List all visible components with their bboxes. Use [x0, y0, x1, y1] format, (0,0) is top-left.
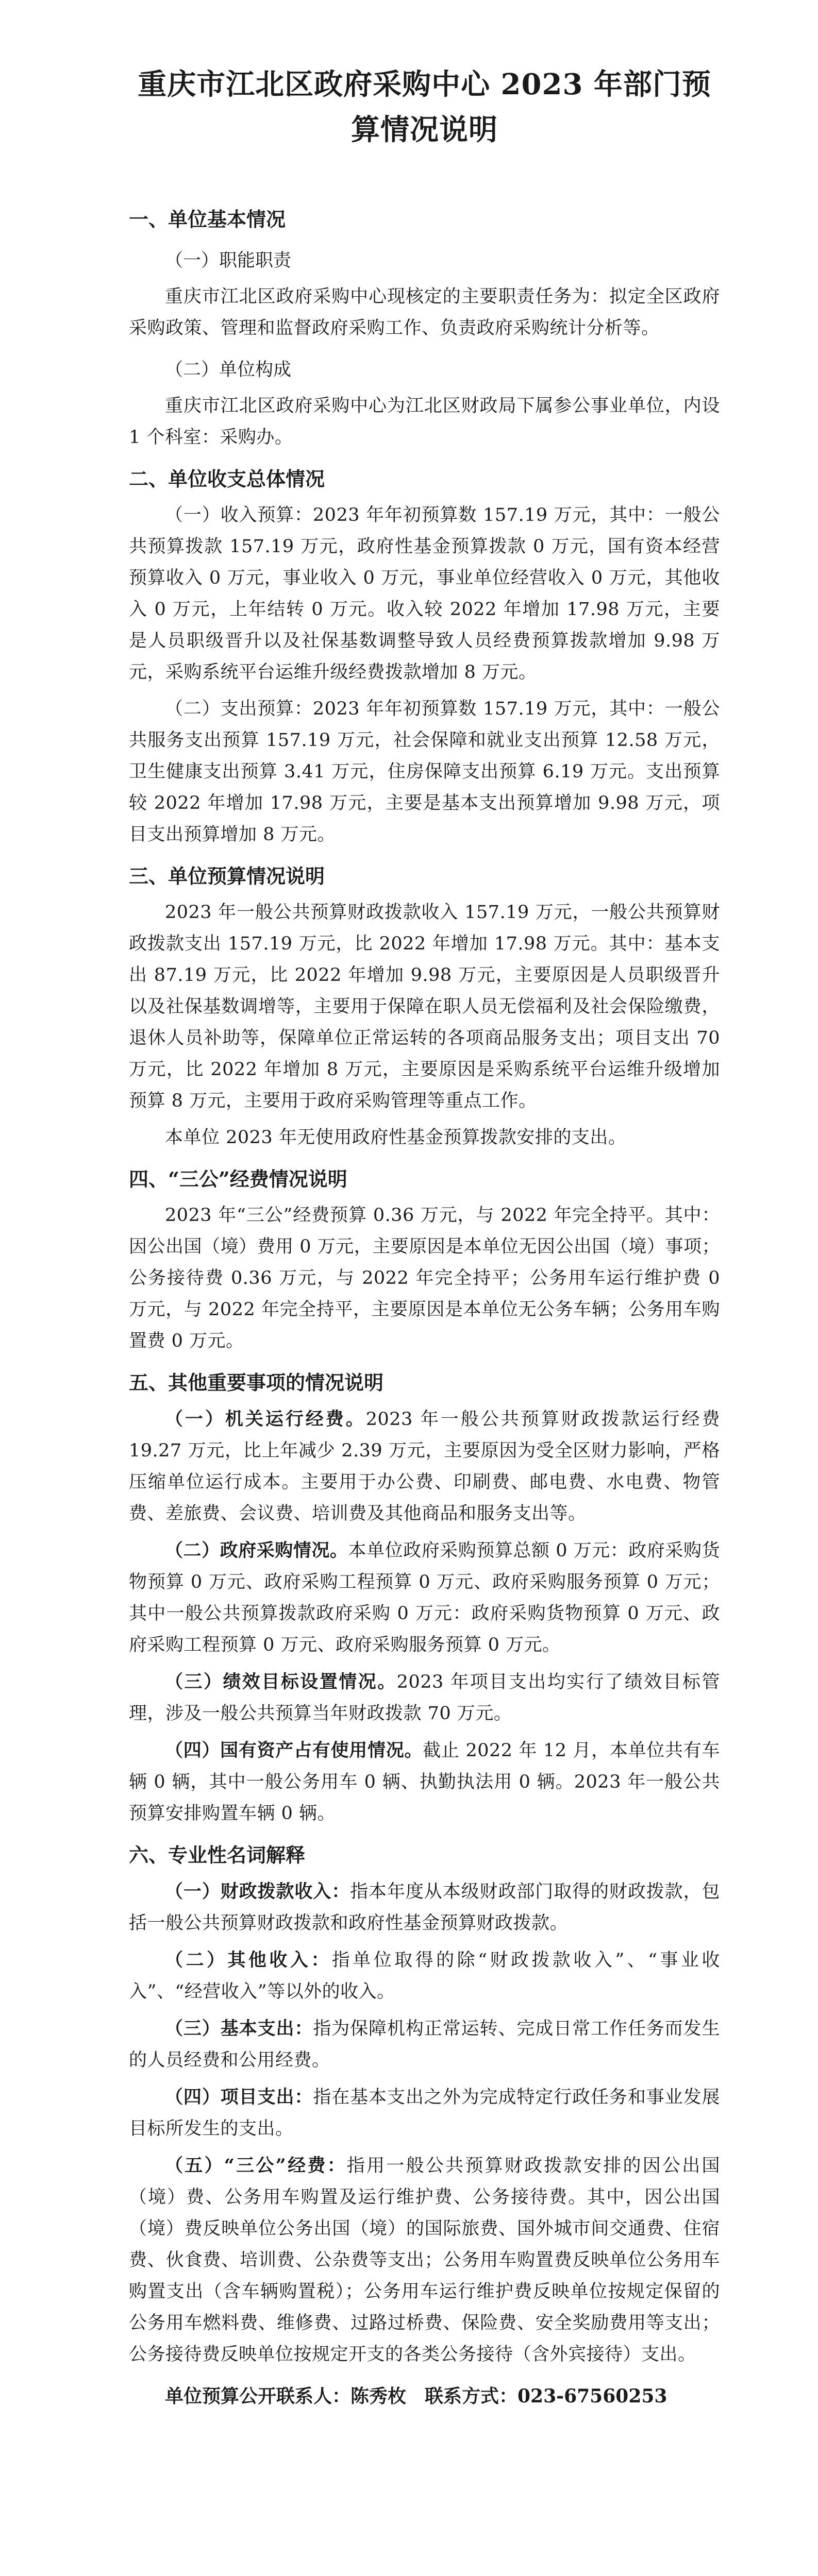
section-6-lead-5: （五）“三公”经费：	[165, 2155, 347, 2176]
section-6-lead-4: （四）项目支出：	[165, 2087, 313, 2108]
section-5-lead-4: （四）国有资产占有使用情况。	[165, 1740, 423, 1761]
section-5-text-1: 2023 年一般公共预算财政拨款运行经费 19.27 万元，比上年减少 2.39 万元，主要原因为受全区财力影响，严格压缩单位运行成本。主要用于办公费、印刷费、邮电费、水电费、物管费、差旅费、会议费、培训费及其他商品和服务支出等。	[129, 1409, 720, 1524]
section-4-paragraph-1: 2023 年“三公”经费预算 0.36 万元，与 2022 年完全持平。其中：因公出国（境）费用 0 万元，主要原因是本单位无因公出国（境）事项；公务接待费 0.36 万元，与 2022 年完全持平；公务用车运行维护费 0 万元，与 2022 年完全持平，主要原因是本单位无公务车辆；公务用车购置费 0 万元。	[129, 1205, 720, 1351]
section-6-lead-2: （二）其他收入：	[165, 1950, 332, 1971]
section-5-paragraph-4	[129, 1735, 720, 1829]
section-6-paragraph-5	[129, 2150, 720, 2370]
section-1-paragraph-2: 重庆市江北区政府采购中心为江北区财政局下属参公事业单位，内设 1 个科室：采购办。	[129, 396, 720, 448]
section-5-paragraph-1	[129, 1403, 720, 1530]
section-1-sub-2: （二）单位构成	[165, 360, 292, 380]
section-2-heading: 二、单位收支总体情况	[129, 467, 325, 490]
section-2-paragraph-1: （一）收入预算：2023 年年初预算数 157.19 万元，其中：一般公共预算拨款 157.19 万元，政府性基金预算拨款 0 万元，国有资本经营预算收入 0 万元，事业收入 0 万元，事业单位经营收入 0 万元，其他收入 0 万元，上年结转 0 万元。收入较 2022 年增加 17.98 万元，主要是人员职级晋升以及社保基数调整导致人员经费预算拨款增加 9.98 万元，采购系统平台运维升级经费拨款增加 8 万元。	[129, 505, 720, 683]
section-6-heading: 六、专业性名词解释	[129, 1843, 306, 1867]
section-1-paragraph-1: 重庆市江北区政府采购中心现核定的主要职责任务为：拟定全区政府采购政策、管理和监督政府采购工作、负责政府采购统计分析等。	[129, 286, 720, 338]
section-6-paragraph-3	[129, 2013, 720, 2076]
contact-footer: 单位预算公开联系人：陈秀枚 联系方式：023-67560253	[165, 2385, 667, 2407]
section-5-text-4: 截止 2022 年 12 月，本单位共有车辆 0 辆，其中一般公务用车 0 辆、执勤执法用 0 辆。2023 年一般公共预算安排购置车辆 0 辆。	[129, 1740, 720, 1824]
section-6-text-3: 指为保障机构正常运转、完成日常工作任务而发生的人员经费和公用经费。	[129, 2019, 720, 2071]
section-5-heading: 五、其他重要事项的情况说明	[129, 1371, 384, 1394]
section-3-heading: 三、单位预算情况说明	[129, 865, 325, 888]
section-6-text-4: 指在基本支出之外为完成特定行政任务和事业发展目标所发生的支出。	[129, 2087, 720, 2139]
document-title	[129, 62, 720, 152]
section-4-heading: 四、“三公”经费情况说明	[129, 1167, 347, 1191]
section-2-paragraph-2: （二）支出预算：2023 年年初预算数 157.19 万元，其中：一般公共服务支出预算 157.19 万元，社会保障和就业支出预算 12.58 万元，卫生健康支出预算 3.41 万元，住房保障支出预算 6.19 万元。支出预算较 2022 年增加 17.98 万元，主要是基本支出预算增加 9.98 万元，项目支出预算增加 8 万元。	[129, 699, 720, 845]
section-6-lead-1: （一）财政拨款收入：	[165, 1881, 350, 1902]
section-5-lead-2: （二）政府采购情况。	[165, 1540, 348, 1561]
section-5-paragraph-2	[129, 1535, 720, 1661]
title-line-1: 重庆市江北区政府采购中心 2023 年部门预	[138, 67, 711, 101]
section-5-paragraph-3	[129, 1666, 720, 1730]
section-5-text-3: 2023 年项目支出均实行了绩效目标管理，涉及一般公共预算当年财政拨款 70 万元。	[129, 1672, 720, 1724]
section-6-text-1: 指本年度从本级财政部门取得的财政拨款，包括一般公共预算财政拨款和政府性基金预算财政拨款。	[129, 1882, 720, 1934]
section-5-text-2: 本单位政府采购预算总额 0 万元：政府采购货物预算 0 万元、政府采购工程预算 0 万元、政府采购服务预算 0 万元；其中一般公共预算拨款政府采购 0 万元：政府采购货物预算 0 万元、政府采购工程预算 0 万元、政府采购服务预算 0 万元。	[129, 1540, 720, 1655]
title-line-2: 算情况说明	[351, 113, 498, 147]
section-3-paragraph-1: 2023 年一般公共预算财政拨款收入 157.19 万元，一般公共预算财政拨款支出 157.19 万元，比 2022 年增加 17.98 万元。其中：基本支出 87.19 万元，比 2022 年增加 9.98 万元，主要原因是人员职级晋升以及社保基数调增等，主要用于保障在职人员无偿福利及社会保险缴费，退休人员补助等，保障单位正常运转的各项商品服务支出；项目支出 70 万元，比 2022 年增加 8 万元，主要原因是采购系统平台运维升级增加预算 8 万元，主要用于政府采购管理等重点工作。	[129, 902, 720, 1111]
section-6-text-2: 指单位取得的除“财政拨款收入”、“事业收入”、“经营收入”等以外的收入。	[129, 1950, 720, 2002]
section-3-paragraph-2: 本单位 2023 年无使用政府性基金预算拨款安排的支出。	[165, 1127, 627, 1148]
section-1-sub-1: （一）职能职责	[165, 250, 292, 271]
section-5-lead-1: （一）机关运行经费。	[165, 1409, 366, 1430]
section-6-text-5: 指用一般公共预算财政拨款安排的因公出国（境）费、公务用车购置及运行维护费、公务接待费。其中，因公出国（境）费反映单位公务出国（境）的国际旅费、国外城市间交通费、住宿费、伙食费、培训费、公杂费等支出；公务用车购置费反映单位公务用车购置支出（含车辆购置税）；公务用车运行维护费反映单位按规定保留的公务用车燃料费、维修费、过路过桥费、保险费、安全奖励费用等支出；公务接待费反映单位按规定开支的各类公务接待（含外宾接待）支出。	[129, 2156, 720, 2365]
section-6-paragraph-1	[129, 1876, 720, 1939]
section-5-lead-3: （三）绩效目标设置情况。	[165, 1671, 397, 1692]
section-6-paragraph-2	[129, 1944, 720, 2008]
section-6-paragraph-4	[129, 2081, 720, 2145]
section-6-lead-3: （三）基本支出：	[165, 2018, 313, 2039]
section-1-heading: 一、单位基本情况	[129, 208, 286, 231]
